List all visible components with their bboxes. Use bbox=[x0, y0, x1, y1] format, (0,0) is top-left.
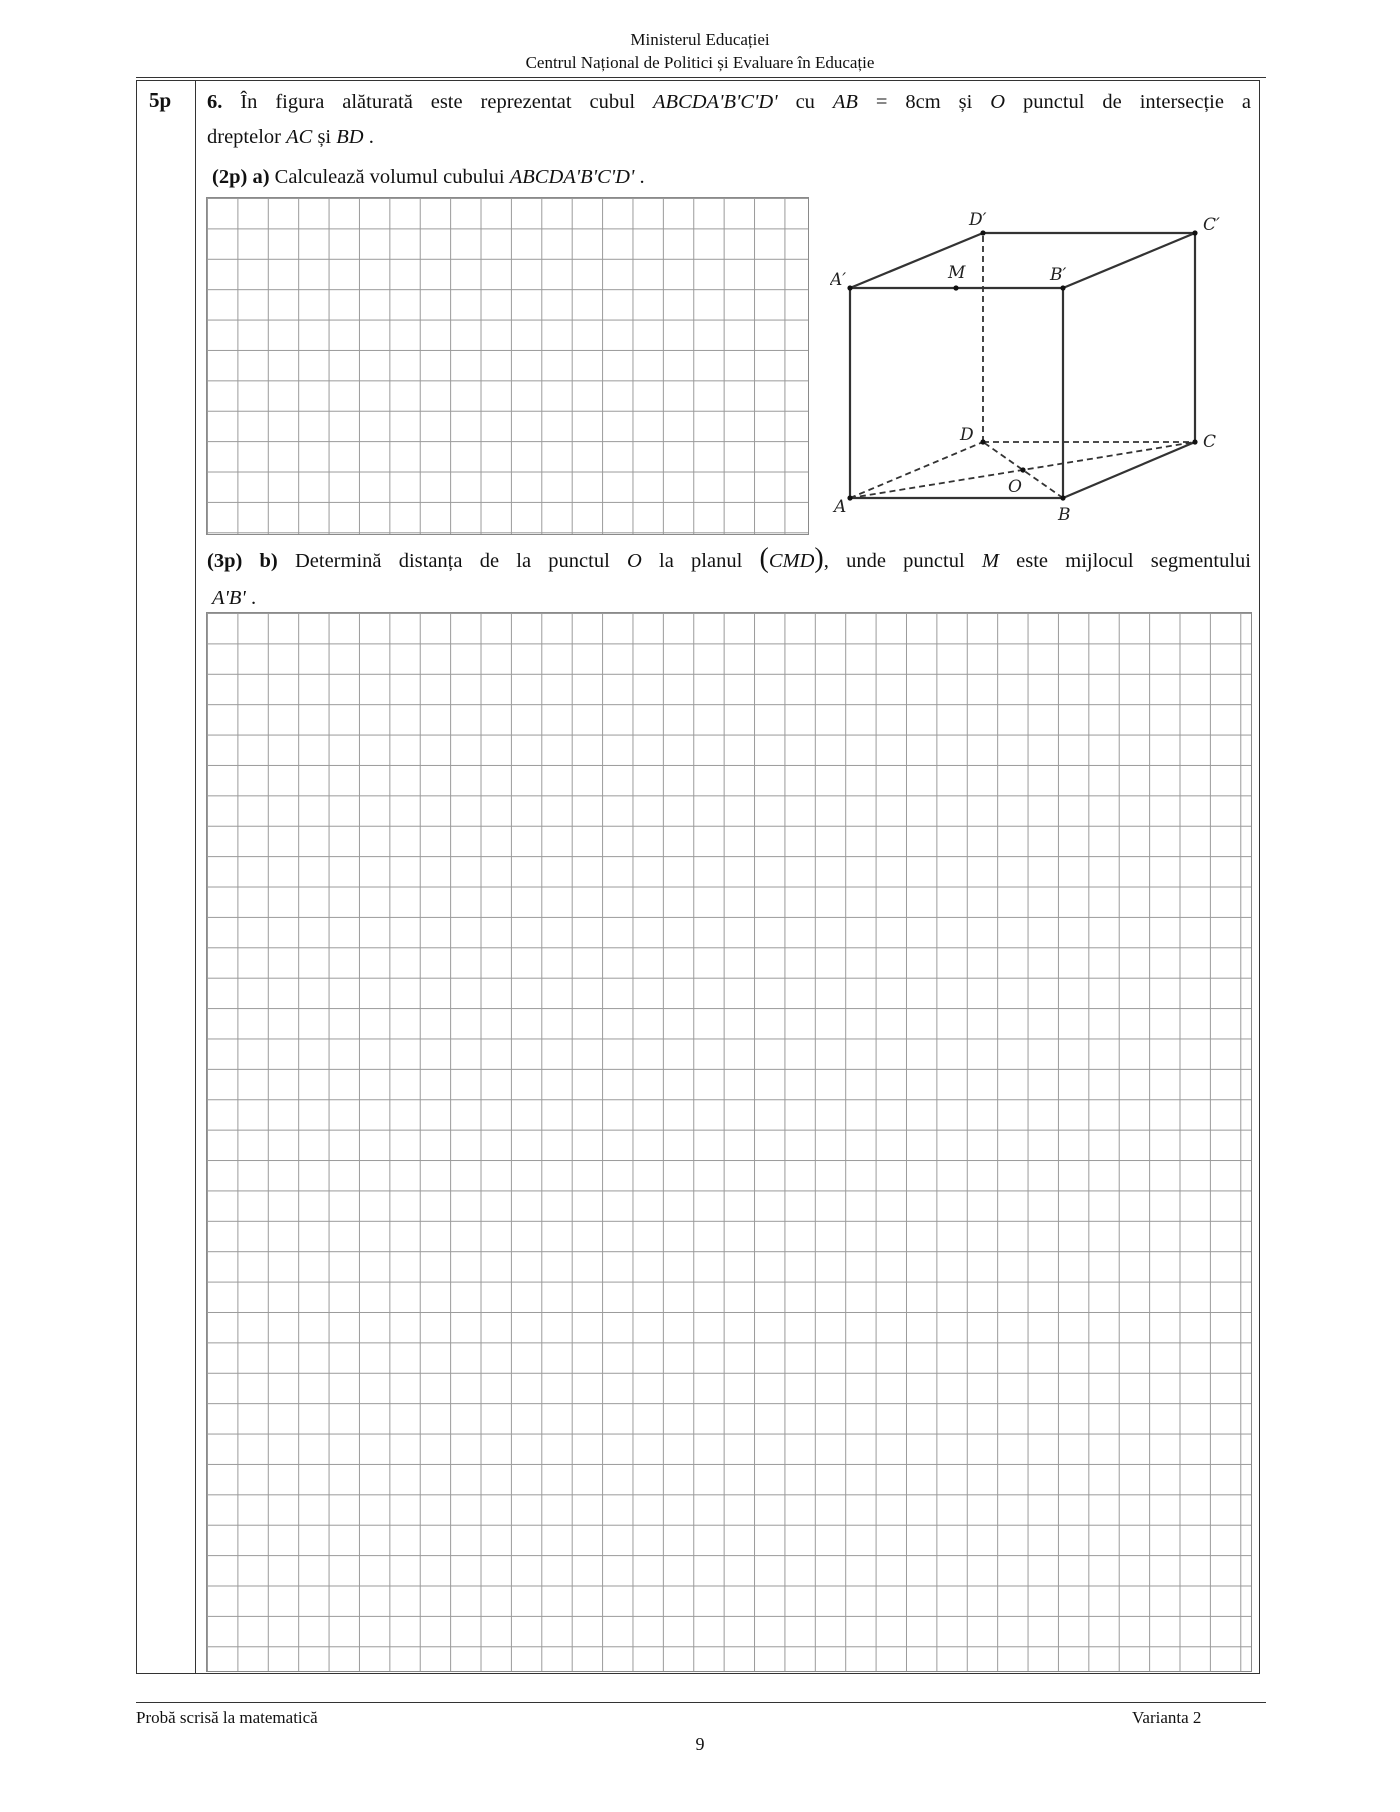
label-a1: A′ bbox=[830, 270, 847, 290]
point-m bbox=[953, 285, 958, 290]
answer-grid-b[interactable] bbox=[206, 612, 1252, 1672]
label-c: C bbox=[1203, 432, 1217, 452]
question-points: 5p bbox=[149, 88, 172, 112]
header-center: Centrul Național de Politici și Evaluare în Educație bbox=[525, 53, 875, 72]
edge-b1c1 bbox=[1063, 233, 1195, 288]
part-b-text-d: este mijlocul segmentului bbox=[998, 550, 1251, 572]
point-b bbox=[1060, 495, 1065, 500]
part-a-cube-name: ABCDA'B'C'D' bbox=[509, 166, 635, 188]
point-d1 bbox=[980, 230, 985, 235]
cube-figure bbox=[830, 200, 1250, 540]
point-a1 bbox=[847, 285, 852, 290]
line-bd: BD bbox=[336, 126, 364, 148]
part-b-statement-line1: (3p) b) Determină distanța de la punctul O la planul (CMD), unde punctul M este mijlocul segmentului bbox=[207, 543, 1251, 574]
part-a-letter: a) bbox=[252, 166, 270, 188]
label-o: O bbox=[1008, 477, 1022, 497]
question-line2-a: dreptelor bbox=[207, 126, 287, 148]
question-text-b: cu bbox=[777, 91, 833, 113]
part-b-letter: b) bbox=[259, 550, 278, 572]
page-number: 9 bbox=[695, 1734, 705, 1754]
point-b1 bbox=[1060, 285, 1065, 290]
point-o-dot bbox=[1020, 467, 1025, 472]
part-a-statement bbox=[212, 164, 645, 190]
part-b-statement-line2 bbox=[212, 585, 256, 611]
point-c1 bbox=[1192, 230, 1197, 235]
question-line2-b: și bbox=[312, 126, 337, 148]
part-b-text-a: Determină distanța de la punctul bbox=[277, 550, 627, 572]
segment-a1b1: A'B' bbox=[212, 587, 246, 609]
part-b-points: (3p) bbox=[207, 550, 243, 572]
point-a bbox=[847, 495, 852, 500]
question-text-d: punctul de intersecție a bbox=[1005, 91, 1251, 113]
footer-rule bbox=[136, 1702, 1266, 1703]
ab-length: = 8cm bbox=[857, 91, 941, 113]
question-text-a: În figura alăturată este reprezentat cubul bbox=[222, 91, 654, 113]
part-b-point-m: M bbox=[981, 550, 999, 572]
part-b-text-c: , unde punctul bbox=[823, 550, 982, 572]
part-a-text: Calculează volumul cubului bbox=[269, 166, 510, 188]
edge-ad-hidden bbox=[850, 442, 983, 498]
point-d bbox=[980, 439, 985, 444]
label-d: D bbox=[960, 425, 974, 445]
question-number: 6. bbox=[207, 91, 223, 113]
cube-name: ABCDA'B'C'D' bbox=[653, 91, 778, 113]
label-d1: D′ bbox=[969, 210, 987, 230]
point-o: O bbox=[990, 91, 1006, 113]
label-m: M bbox=[948, 263, 966, 283]
label-b: B bbox=[1058, 505, 1071, 525]
plane-cmd: CMD bbox=[768, 550, 815, 572]
answer-grid-a[interactable] bbox=[206, 197, 809, 535]
question-line2-c: . bbox=[363, 126, 374, 148]
part-b-point-o: O bbox=[627, 550, 642, 572]
question-text-c: și bbox=[940, 91, 991, 113]
label-a: A bbox=[834, 497, 847, 517]
label-c1: C′ bbox=[1203, 215, 1220, 235]
points-column-divider bbox=[195, 80, 196, 1674]
question-statement-line2 bbox=[207, 124, 374, 150]
header-ministry: Ministerul Educației bbox=[630, 30, 770, 49]
point-c bbox=[1192, 439, 1197, 444]
footer-exam-name: Probă scrisă la matematică bbox=[136, 1708, 318, 1727]
part-a-points: (2p) bbox=[212, 166, 248, 188]
line-ac: AC bbox=[286, 126, 313, 148]
footer-variant: Varianta 2 bbox=[1132, 1708, 1202, 1727]
edge-bc bbox=[1063, 442, 1195, 498]
label-b1: B′ bbox=[1050, 265, 1067, 285]
question-statement-line1 bbox=[207, 89, 1251, 115]
part-a-end: . bbox=[634, 166, 645, 188]
part-b-end: . bbox=[245, 587, 257, 609]
segment-ab: AB bbox=[832, 91, 858, 113]
part-b-text-b: la planul bbox=[641, 550, 760, 572]
header-rule bbox=[136, 77, 1266, 78]
